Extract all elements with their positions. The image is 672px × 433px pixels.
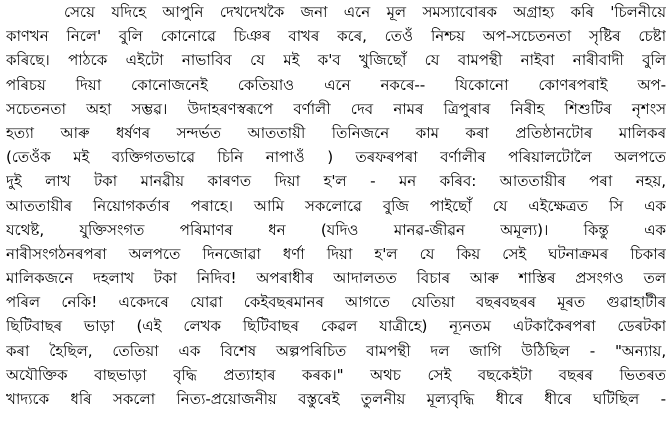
text-line: মালিকজনে দহলাখ টকা নিদিব! অপৰাধীৰ আদালতত বিচাৰ আৰু শাস্তিৰ প্ৰসংগও তল — [6, 269, 666, 288]
text-line: সেয়ে যদিহে আপুনি দেখদেখকৈ জনা এনে মূল সমস্যাবোৰক অগ্ৰাহ্য কৰি 'চিলনীয়ে — [64, 3, 666, 21]
text-line: (তেওঁক মই ব্যক্তিগতভাৱে চিনি নাপাওঁ ) তৰফৰপৰা বৰ্ণালীৰ পৰিয়ালটোলৈ অলপতে — [6, 148, 666, 167]
text-line: অযৌক্তিক বাছভাড়া বৃদ্ধি প্ৰত্যাহাৰ কৰক।" অথচ সেই বছকেইটা বছৰৰ ভিতৰত — [6, 365, 666, 384]
text-line: সচেতনতা অহা সম্ভৱ। উদাহৰণস্বৰূপে বৰ্ণালী দেব নামৰ ত্ৰিপুৰাৰ নিৰীহ শিশুটিৰ নৃশংস — [6, 99, 666, 118]
text-line: পৰিল নেকি! একেদৰে যোৱা কেইবছৰমানৰ আগতে যেতিয়া বছৰবছৰৰ মূৰত গুৱাহাটীৰ — [6, 293, 666, 312]
text-line: কৰিছে। পাঠকে এইটো নাভাবিব যে মই ক'ব খুজিছোঁ যে বামপন্থী নাইবা নাৰীবাদী বুলি — [6, 51, 666, 70]
text-line: নাৰীসংগঠনৰপৰা অলপতে দিনজোৱা ধৰ্ণা দিয়া হ'ল যে কিয় সেই ঘটনাক্ৰমৰ চিকাৰ — [6, 244, 666, 263]
body-paragraph — [6, 0, 666, 411]
text-line: কাণখন নিলে' বুলি কোনোৱে চিঞৰ বাখৰ কৰে, তেওঁ নিশ্চয় অপ-সচেতনতা সৃষ্টিৰ চেষ্টা — [6, 27, 666, 46]
text-line: হত্যা আৰু ধৰ্ষণৰ সন্দৰ্ভত আততায়ী তিনিজনে কাম কৰা প্ৰতিষ্ঠানটোৰ মালিকৰ — [6, 123, 666, 142]
text-line: পৰিচয় দিয়া কোনোজনেই কেতিয়াও এনে নকৰে-- যিকোনো কোণৰপৰাই অপ- — [6, 75, 666, 94]
text-line: ছিটিবাছৰ ভাড়া (এই লেখক ছিটিবাছৰ কেৱল যাত্ৰীহে) ন্যূনতম এটকাকৈৰপৰা ডেৰটকা — [6, 317, 666, 336]
text-line: যথেষ্ট, যুক্তিসংগত পৰিমাণৰ ধন (যদিও মানৱ-জীৱন অমূল্য)। কিন্তু এক — [6, 220, 666, 239]
text-line: কৰা হৈছিল, তেতিয়া এক বিশেষ অল্পপৰিচিত বামপন্থী দল জাগি উঠিছিল - "অন্যায়, — [6, 341, 666, 360]
text-line: দুই লাখ টকা মানৱীয় কাৰণত দিয়া হ'ল - মন কৰিব: আততায়ীৰ পৰা নহয়, — [6, 172, 666, 191]
text-line: আততায়ীৰ নিয়োগকৰ্তাৰ পৰাহে। আমি সকলোৱে বুজি পাইছোঁ যে এইক্ষেত্ৰত সি এক — [6, 196, 666, 215]
text-line: খাদ্যকে ধৰি সকলো নিত্য-প্ৰয়োজনীয় বস্তুৰেই তুলনীয় মূল্যবৃদ্ধি ধীৰে ধীৰে ঘটিছিল - — [6, 390, 666, 408]
